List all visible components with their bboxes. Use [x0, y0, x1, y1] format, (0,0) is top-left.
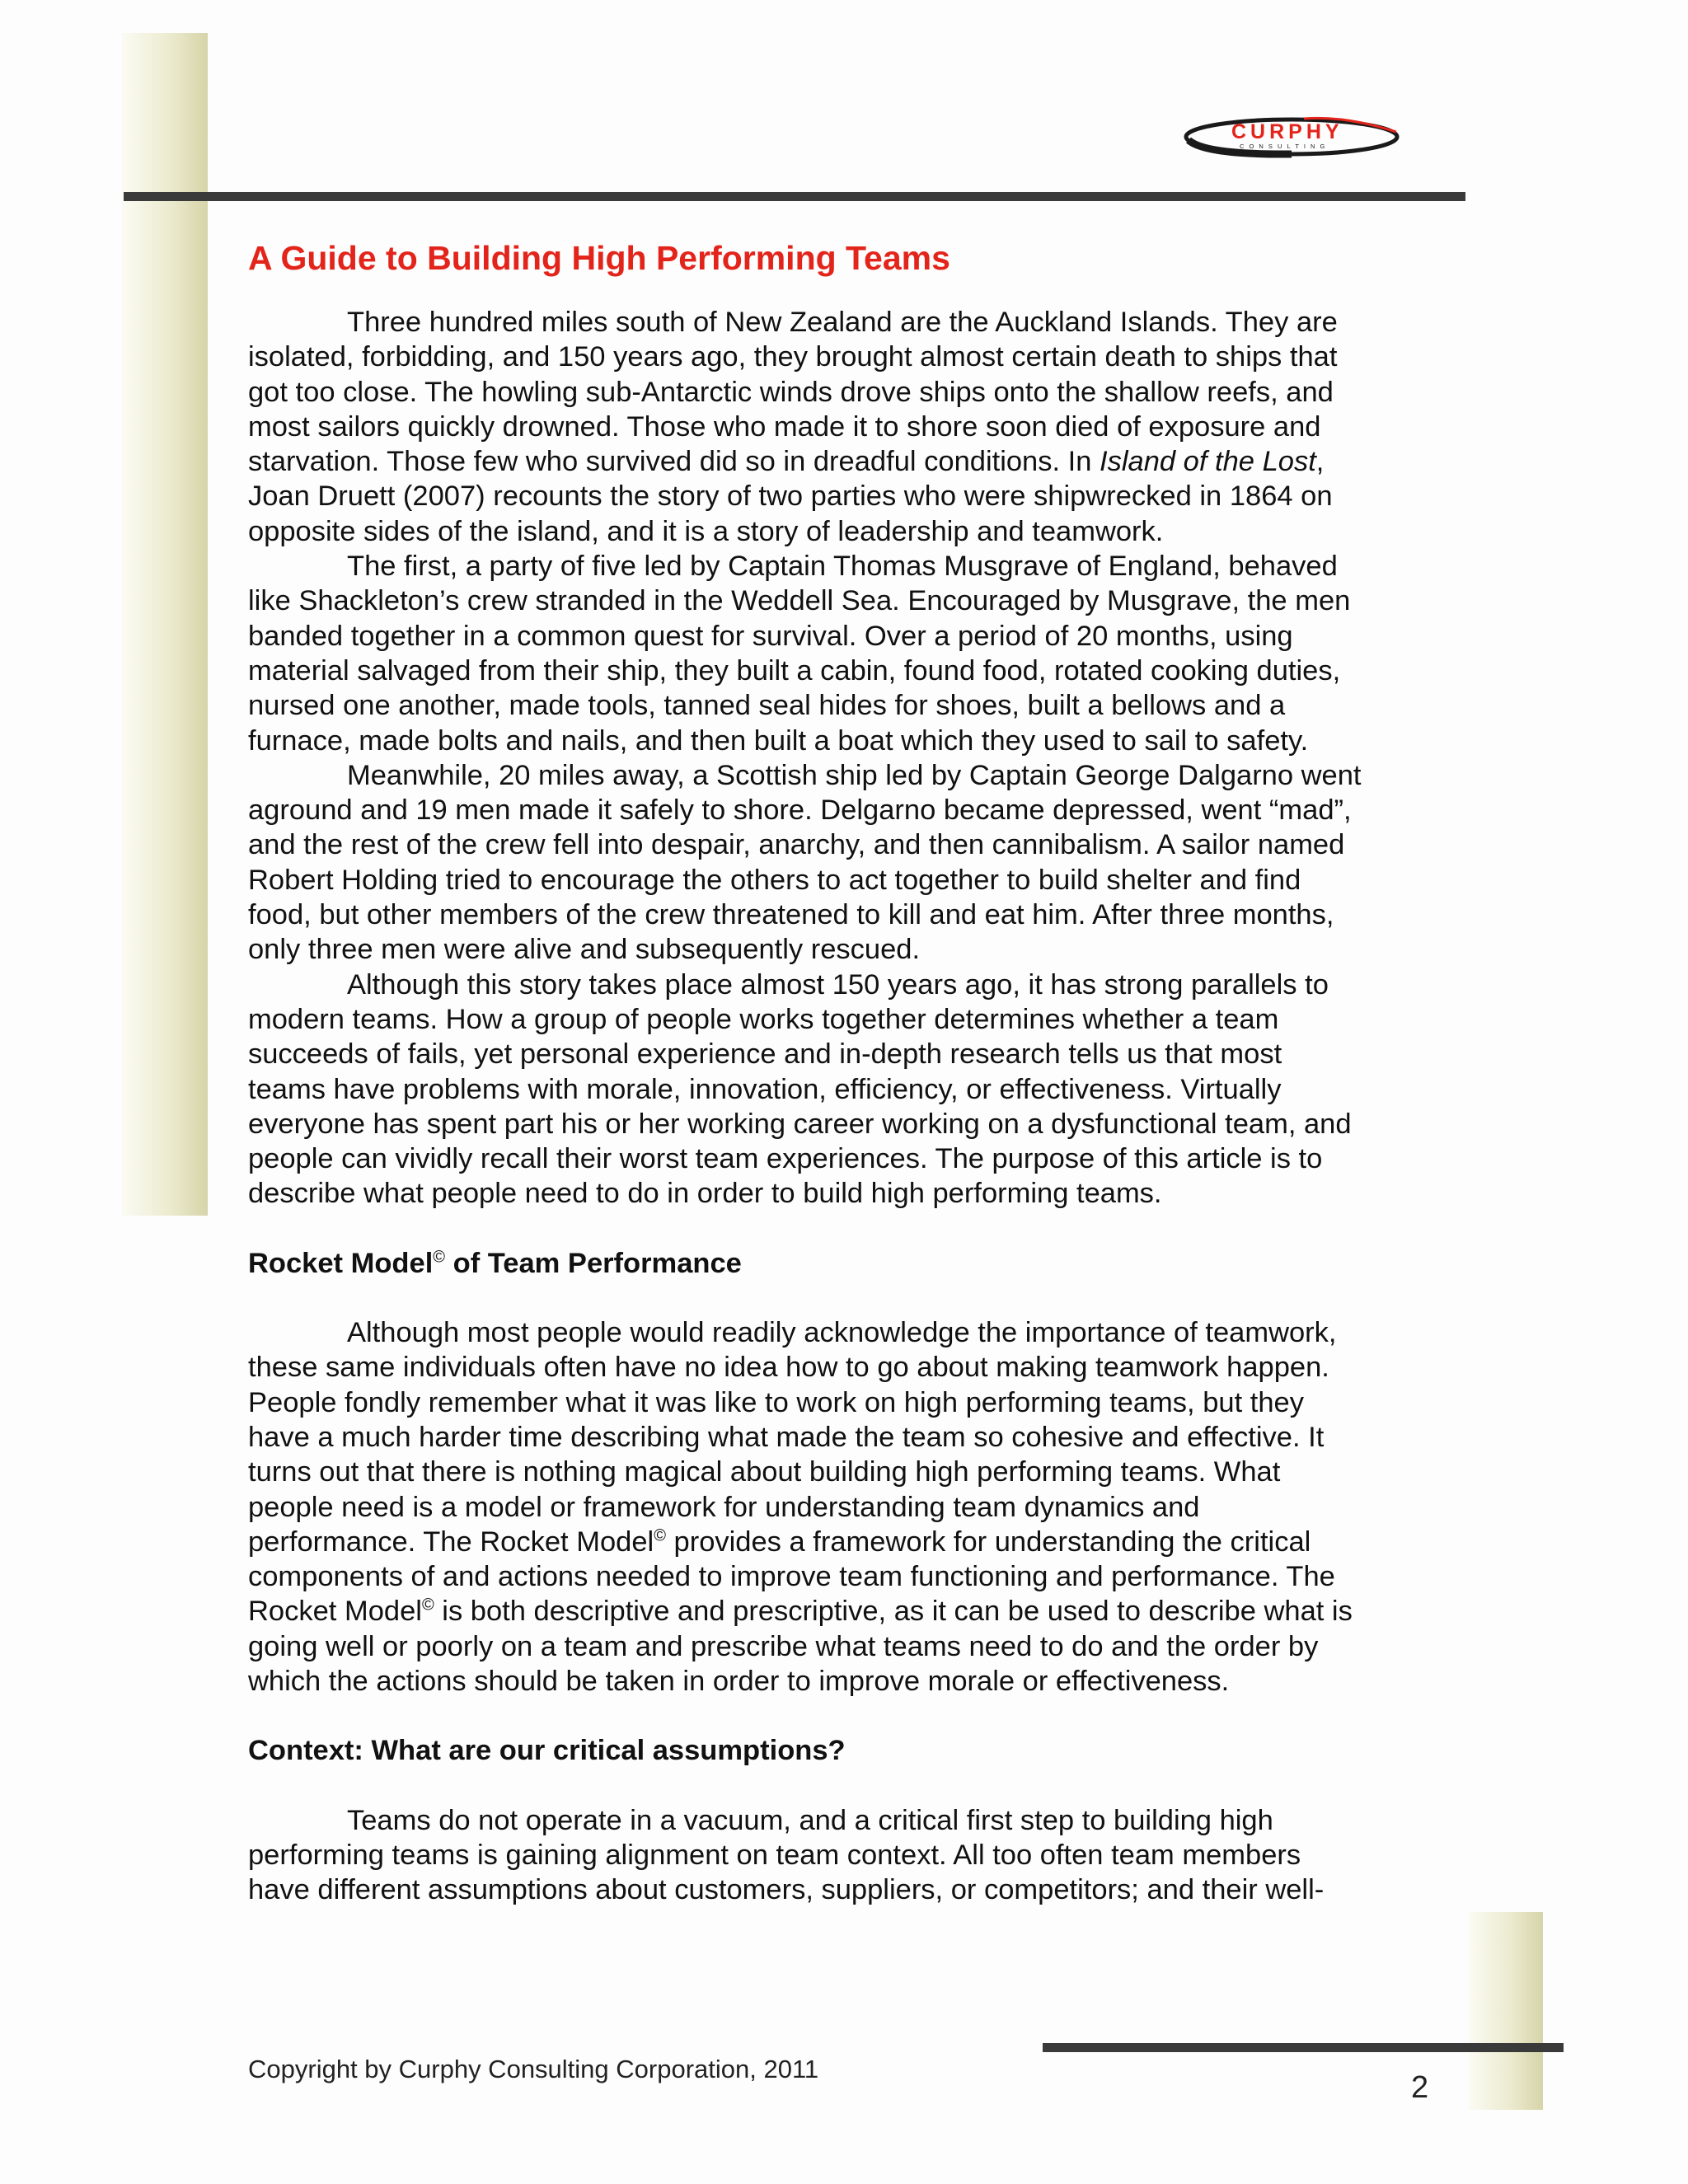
page-number: 2 [1411, 2070, 1429, 2105]
paragraph-intro-2: The first, a party of five led by Captain Thomas Musgrave of England, behaved like Shackleton’s crew stranded in the Weddell Sea. Encouraged by Musgrave, the men banded together in a common quest for survival. Over a period of 20 months, using material salvaged from their ship, they built a cabin, found food, rotated cooking duties, nursed one another, made tools, tanned seal hides for shoes, built a bellows and a furnace, made bolts and nails, and then built a boat which they used to sail to safety. [248, 551, 1351, 757]
svg-text:CURPHY: CURPHY [1231, 120, 1343, 143]
book-title: Island of the Lost [1100, 446, 1316, 478]
page-title: A Guide to Building High Performing Teams [248, 239, 950, 277]
svg-text:C O N S U L T I N G: C O N S U L T I N G [1240, 143, 1327, 150]
article-body [248, 237, 1451, 1907]
paragraph-context: Teams do not operate in a vacuum, and a critical first step to building high performing teams is gaining alignment on team context. All too often team members have different assumptions about customers, suppliers, or competitors; and their well- [248, 1804, 1325, 1906]
decorative-side-bar-left [122, 33, 208, 1216]
paragraph-intro-1: Three hundred miles south of New Zealand are the Auckland Islands. They are isolated, forbidding, and 150 years ago, they brought almost certain death to ships that got too close. The howling sub-Antarctic winds drove ships onto the shallow reefs, and most sailors quickly drowned. Those who made it to shore soon died of exposure and starvation. Those few who survived did so in dreadful conditions. In Island of the Lost, Joan Druett (2007) recounts the story of two parties who were shipwrecked in 1864 on opposite sides of the island, and it is a story of leadership and teamwork. [248, 307, 1338, 547]
paragraph-intro-4: Although this story takes place almost 150 years ago, it has strong parallels to modern teams. How a group of people works together determines whether a team succeeds of fails, yet personal experience and in-depth research tells us that most teams have problems with morale, innovation, efficiency, or effectiveness. Virtually everyone has spent part his or her working career working on a dysfunctional team, and people can vividly recall their worst team experiences. The purpose of this article is to describe what people need to do in order to build high performing teams. [248, 968, 1352, 1210]
header-rule [124, 192, 1465, 201]
footer-copyright: Copyright by Curphy Consulting Corporation, 2011 [248, 2055, 819, 2083]
section-heading-rocket-model: Rocket Model© of Team Performance [248, 1247, 742, 1279]
paragraph-intro-3: Meanwhile, 20 miles away, a Scottish ship led by Captain George Dalgarno went aground and 19 men made it safely to shore. Delgarno became depressed, went “mad”, and the rest of the crew fell into despair, anarchy, and then cannibalism. A sailor named Robert Holding tried to encourage the others to act together to build shelter and find food, but other members of the crew threatened to kill and eat him. After three months, only three men were alive and subsequently rescued. [248, 759, 1362, 966]
decorative-side-bar-right [1469, 1912, 1543, 2110]
section-heading-context: Context: What are our critical assumptions? [248, 1735, 846, 1767]
curphy-consulting-logo [1180, 107, 1411, 165]
paragraph-rocket-model: Although most people would readily acknowledge the importance of teamwork, these same individuals often have no idea how to go about making teamwork happen. People fondly remember what it was like to work on high performing teams, but they have a much harder time describing what made the team so cohesive and effective. It turns out that there is nothing magical about building high performing teams. What people need is a model or framework for understanding team dynamics and performance. The Rocket Model© provides a framework for understanding the critical components of and actions needed to improve team functioning and performance. The Rocket Model© is both descriptive and prescriptive, as it can be used to describe what is going well or poorly on a team and prescribe what teams need to do and the order by which the actions should be taken in order to improve morale or effectiveness. [248, 1317, 1353, 1697]
footer-rule [1043, 2043, 1564, 2052]
